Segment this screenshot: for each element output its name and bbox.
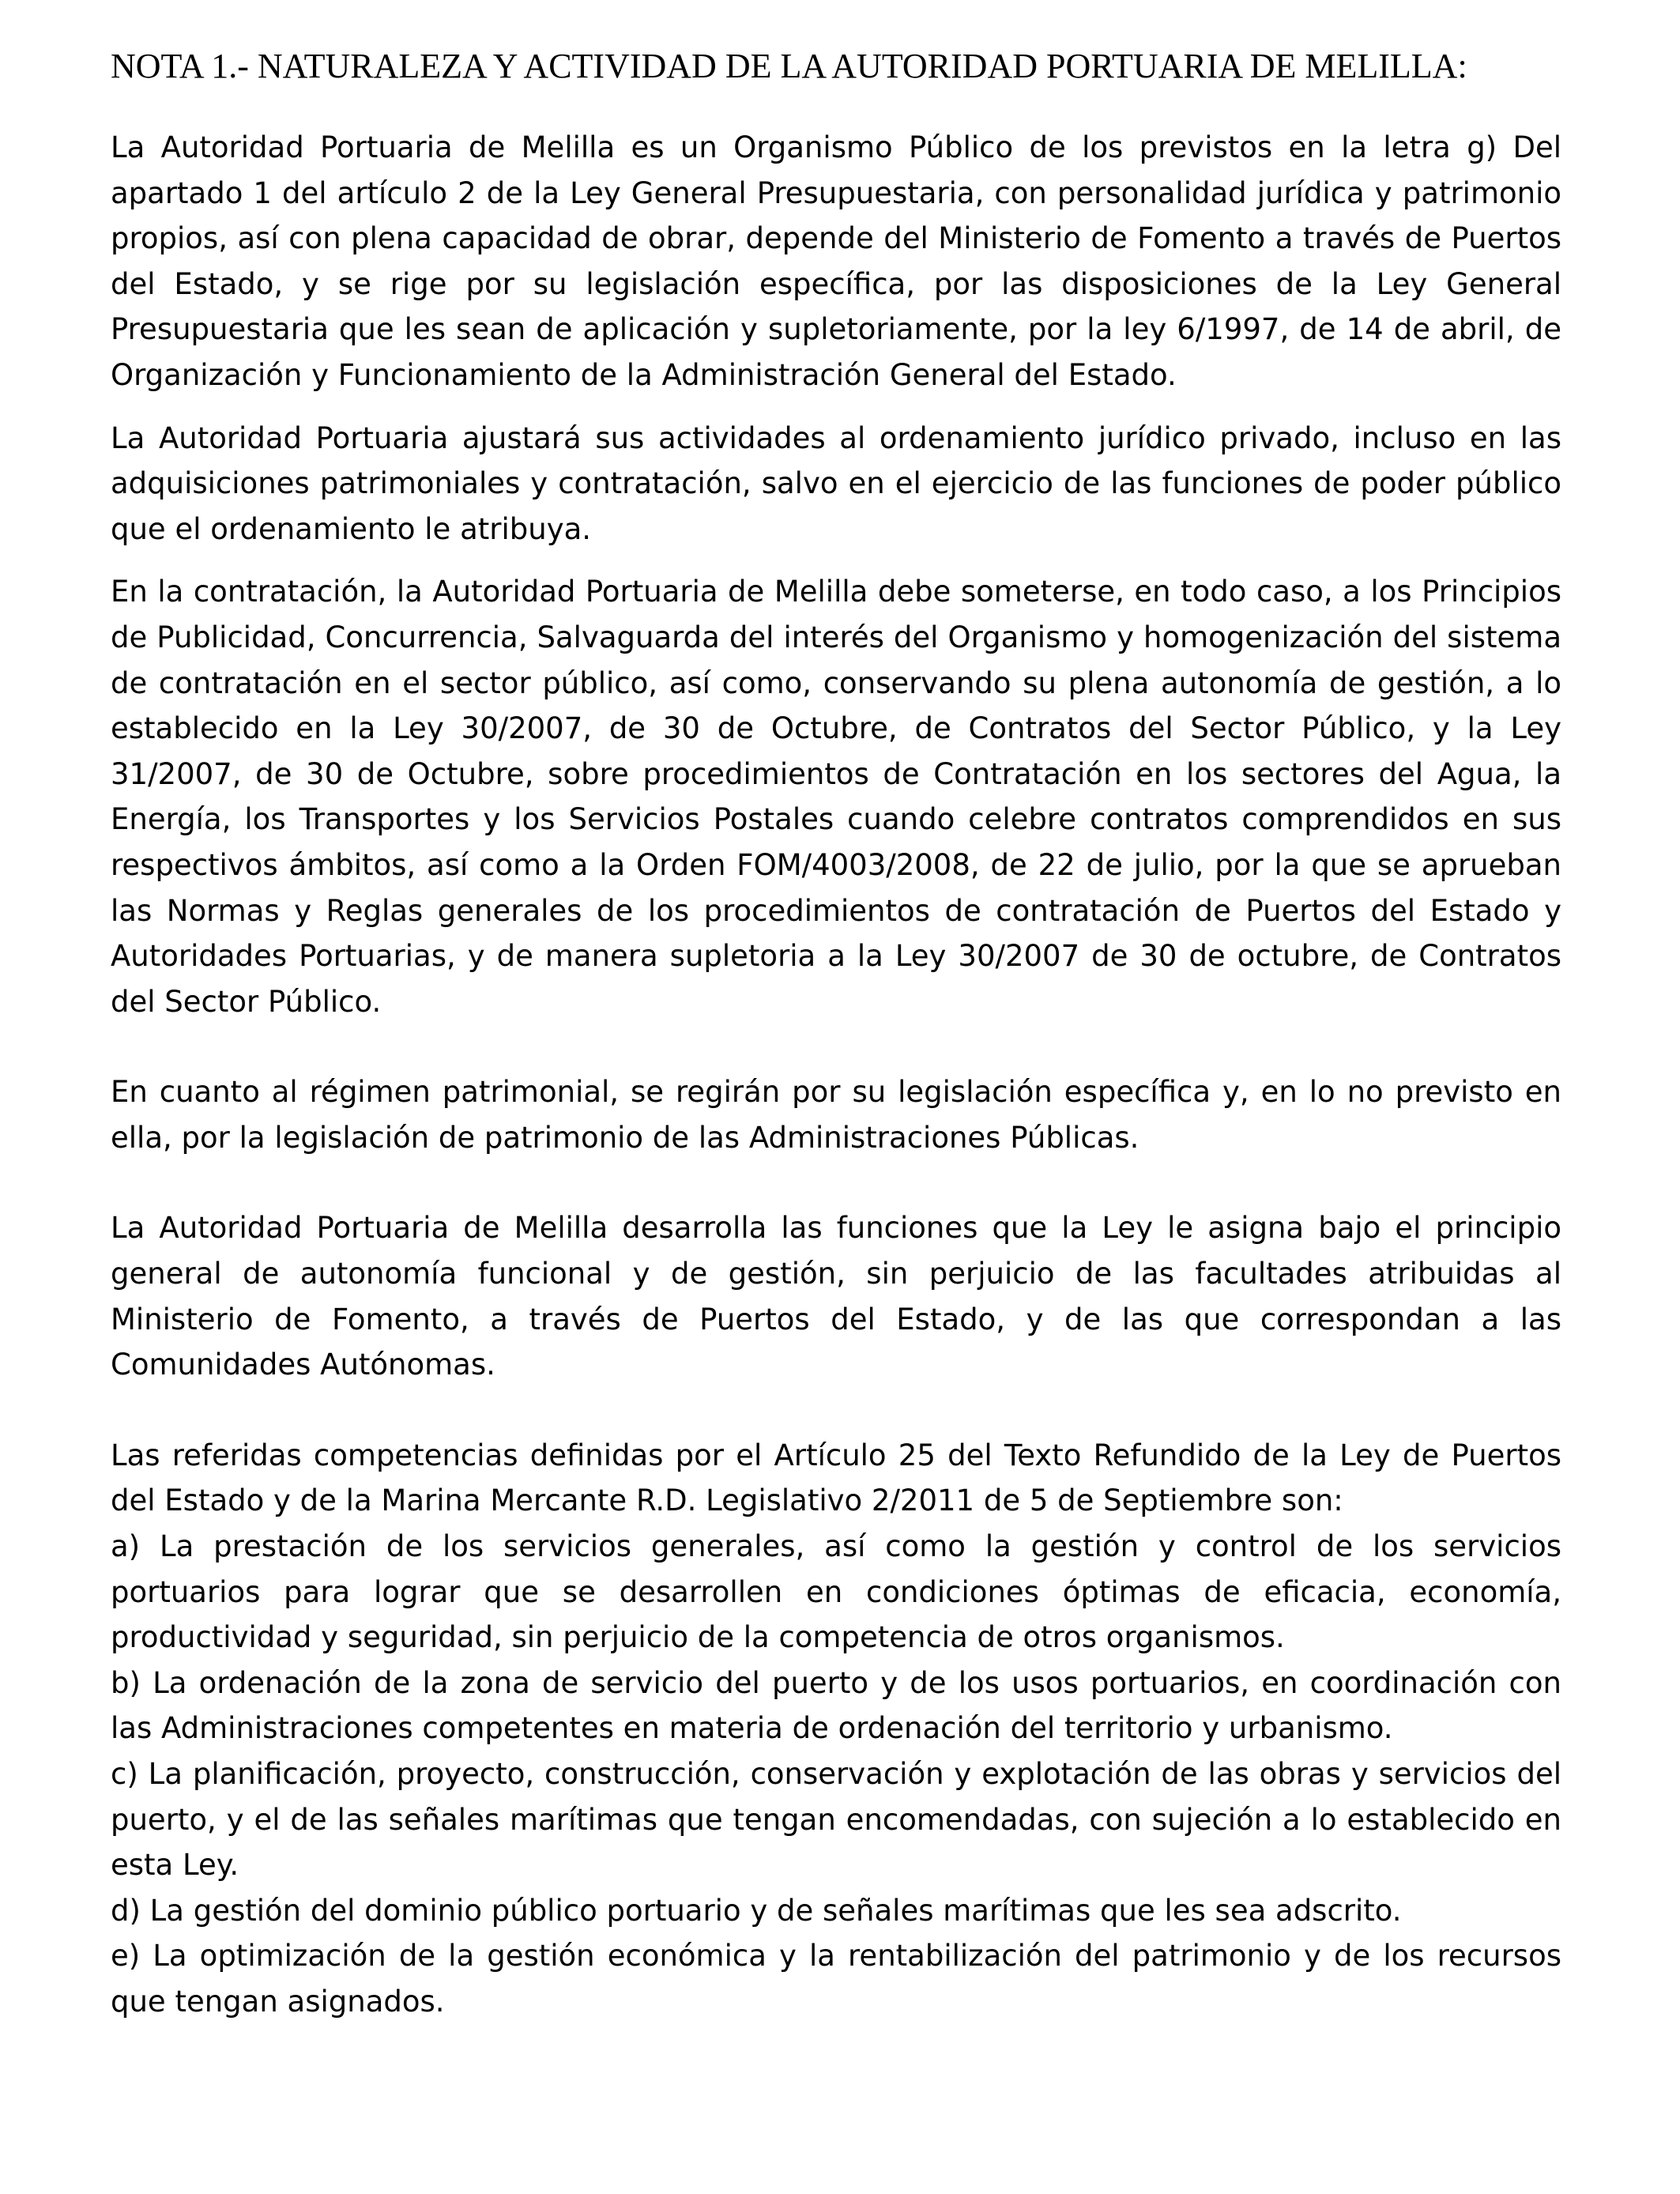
paragraph-functions: La Autoridad Portuaria de Melilla desarrolla las funciones que la Ley le asigna bajo el principio general de autonomía funcional y de gestión, sin perjuicio de las facultades atribuidas al Ministerio de Fomento, a través de Puertos del Estado, y de las que correspondan a las Comunidades Autónomas. [111,1211,1561,1382]
list-item: c) La planificación, proyecto, construcción, conservación y explotación de las obras y servicios del puerto, y el de las señales marítimas que tengan encomendadas, con sujeción a lo establecido en esta Ley. [111,1757,1561,1883]
paragraph-patrimonial-regime: En cuanto al régimen patrimonial, se regirán por su legislación específica y, en lo no previsto en ella, por la legislación de patrimonio de las Administraciones Públicas. [111,1075,1561,1155]
list-item: a) La prestación de los servicios generales, así como la gestión y control de los servicios portuarios para lograr que se desarrollen en condiciones óptimas de eficacia, economía, productividad y seguridad, sin perjuicio de la competencia de otros organismos. [111,1529,1561,1655]
paragraph-contracting: En la contratación, la Autoridad Portuaria de Melilla debe someterse, en todo caso, a los Principios de Publicidad, Concurrencia, Salvaguarda del interés del Organismo y homogenización del sistema de contratación en el sector público, así como, conservando su plena autonomía de gestión, a lo establecido en la Ley 30/2007, de 30 de Octubre, de Contratos del Sector Público, y la Ley 31/2007, de 30 de Octubre, sobre procedimientos de Contratación en los sectores del Agua, la Energía, los Transportes y los Servicios Postales cuando celebre contratos comprendidos en sus respectivos ámbitos, así como a la Orden FOM/4003/2008, de 22 de julio, por la que se aprueban las Normas y Reglas generales de los procedimientos de contratación de Puertos del Estado y Autoridades Portuarias, y de manera supletoria a la Ley 30/2007 de 30 de octubre, de Contratos del Sector Público. [111,575,1561,1019]
paragraph-legal-nature: La Autoridad Portuaria de Melilla es un Organismo Público de los previstos en la letra g) Del apartado 1 del artículo 2 de la Ley General Presupuestaria, con personalidad jurídica y patrimonio propios, así con plena capacidad de obrar, depende del Ministerio de Fomento a través de Puertos del Estado, y se rige por su legislación específica, por las disposiciones de la Ley General Presupuestaria que les sean de aplicación y supletoriamente, por la ley 6/1997, de 14 de abril, de Organización y Funcionamiento de la Administración General del Estado. [111,130,1561,392]
paragraph-private-law: La Autoridad Portuaria ajustará sus actividades al ordenamiento jurídico privado, incluso en las adquisiciones patrimoniales y contratación, salvo en el ejercicio de las funciones de poder público que el ordenamiento le atribuya. [111,420,1561,546]
list-item: b) La ordenación de la zona de servicio del puerto y de los usos portuarios, en coordinación con las Administraciones competentes en materia de ordenación del territorio y urbanismo. [111,1665,1561,1746]
competencias-list [111,1524,1561,2025]
list-item: e) La optimización de la gestión económica y la rentabilización del patrimonio y de los recursos que tengan asignados. [111,1939,1561,2019]
paragraph-competencias-intro: Las referidas competencias definidas por el Artículo 25 del Texto Refundido de la Ley de Puertos del Estado y de la Marina Mercante R.D. Legislativo 2/2011 de 5 de Septiembre son: [111,1438,1561,1518]
list-item: d) La gestión del dominio público portuario y de señales marítimas que les sea adscrito. [111,1893,1402,1928]
note-title: NOTA 1.- NATURALEZA Y ACTIVIDAD DE LA AUTORIDAD PORTUARIA DE MELILLA: [111,47,1467,85]
document-page [111,43,1561,2025]
